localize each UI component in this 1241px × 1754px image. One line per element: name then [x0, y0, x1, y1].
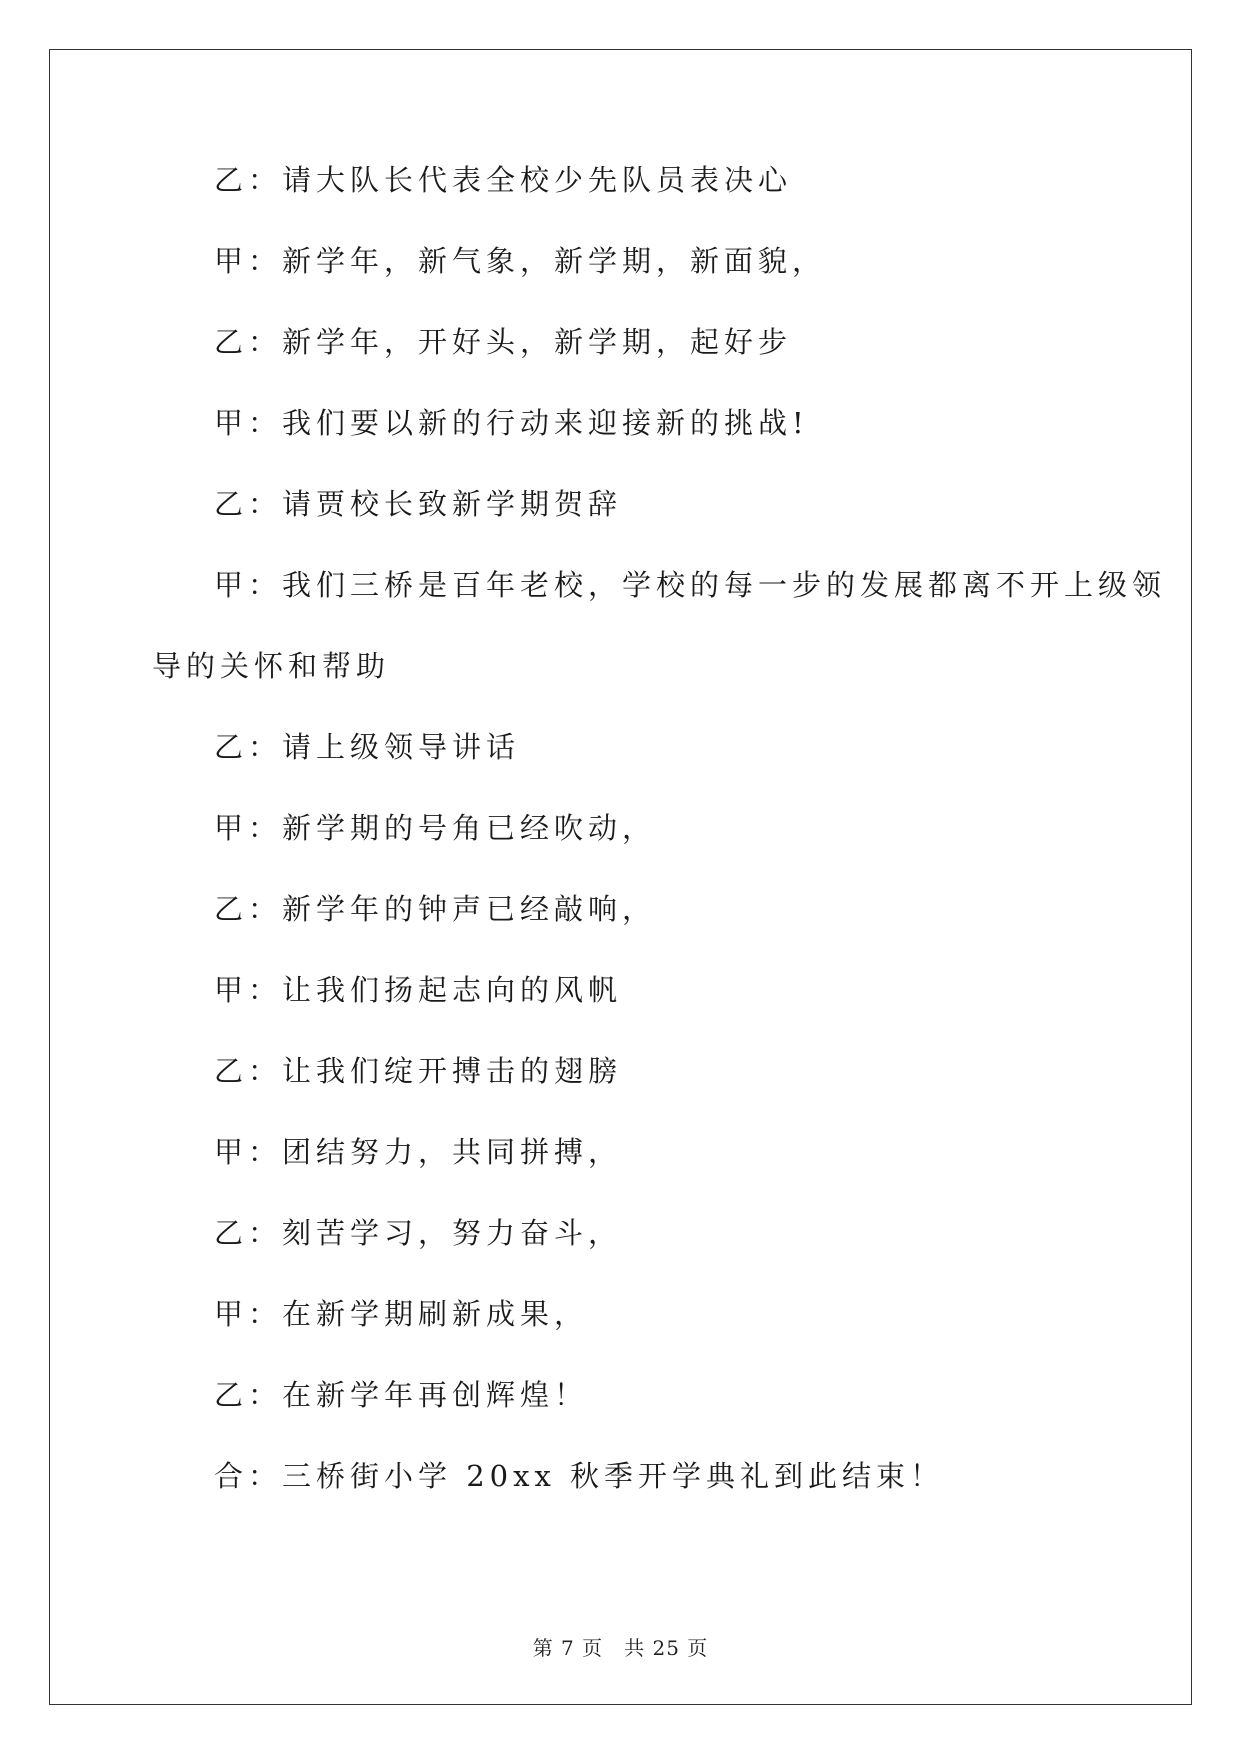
text-line: 乙：新学年，开好头，新学期，起好步 [214, 325, 793, 359]
text-line: 乙：新学年的钟声已经敲响， [214, 892, 657, 926]
text-line: 甲：新学期的号角已经吹动， [214, 811, 657, 845]
text-line: 甲：让我们扬起志向的风帆 [214, 973, 623, 1007]
text-line: 甲：在新学期刷新成果， [214, 1297, 589, 1331]
text-line: 乙：请大队长代表全校少先队员表决心 [214, 163, 793, 197]
text-line: 导的关怀和帮助 [152, 649, 391, 683]
page-number-footer: 第 7 页 共 25 页 [532, 1636, 709, 1660]
text-line: 乙：请贾校长致新学期贺辞 [214, 487, 623, 521]
text-line: 乙：刻苦学习，努力奋斗， [214, 1216, 623, 1250]
text-line: 合：三桥街小学 20xx 秋季开学典礼到此结束！ [214, 1459, 945, 1493]
text-line: 甲：我们三桥是百年老校，学校的每一步的发展都离不开上级领 [214, 568, 1167, 602]
text-line: 乙：请上级领导讲话 [214, 730, 521, 764]
text-line: 甲：我们要以新的行动来迎接新的挑战! [214, 406, 809, 440]
text-line: 乙：在新学年再创辉煌！ [214, 1378, 589, 1412]
text-line: 甲：团结努力，共同拼搏， [214, 1135, 623, 1169]
text-line: 乙：让我们绽开搏击的翅膀 [214, 1054, 623, 1088]
text-line: 甲：新学年，新气象，新学期，新面貌， [214, 244, 827, 278]
